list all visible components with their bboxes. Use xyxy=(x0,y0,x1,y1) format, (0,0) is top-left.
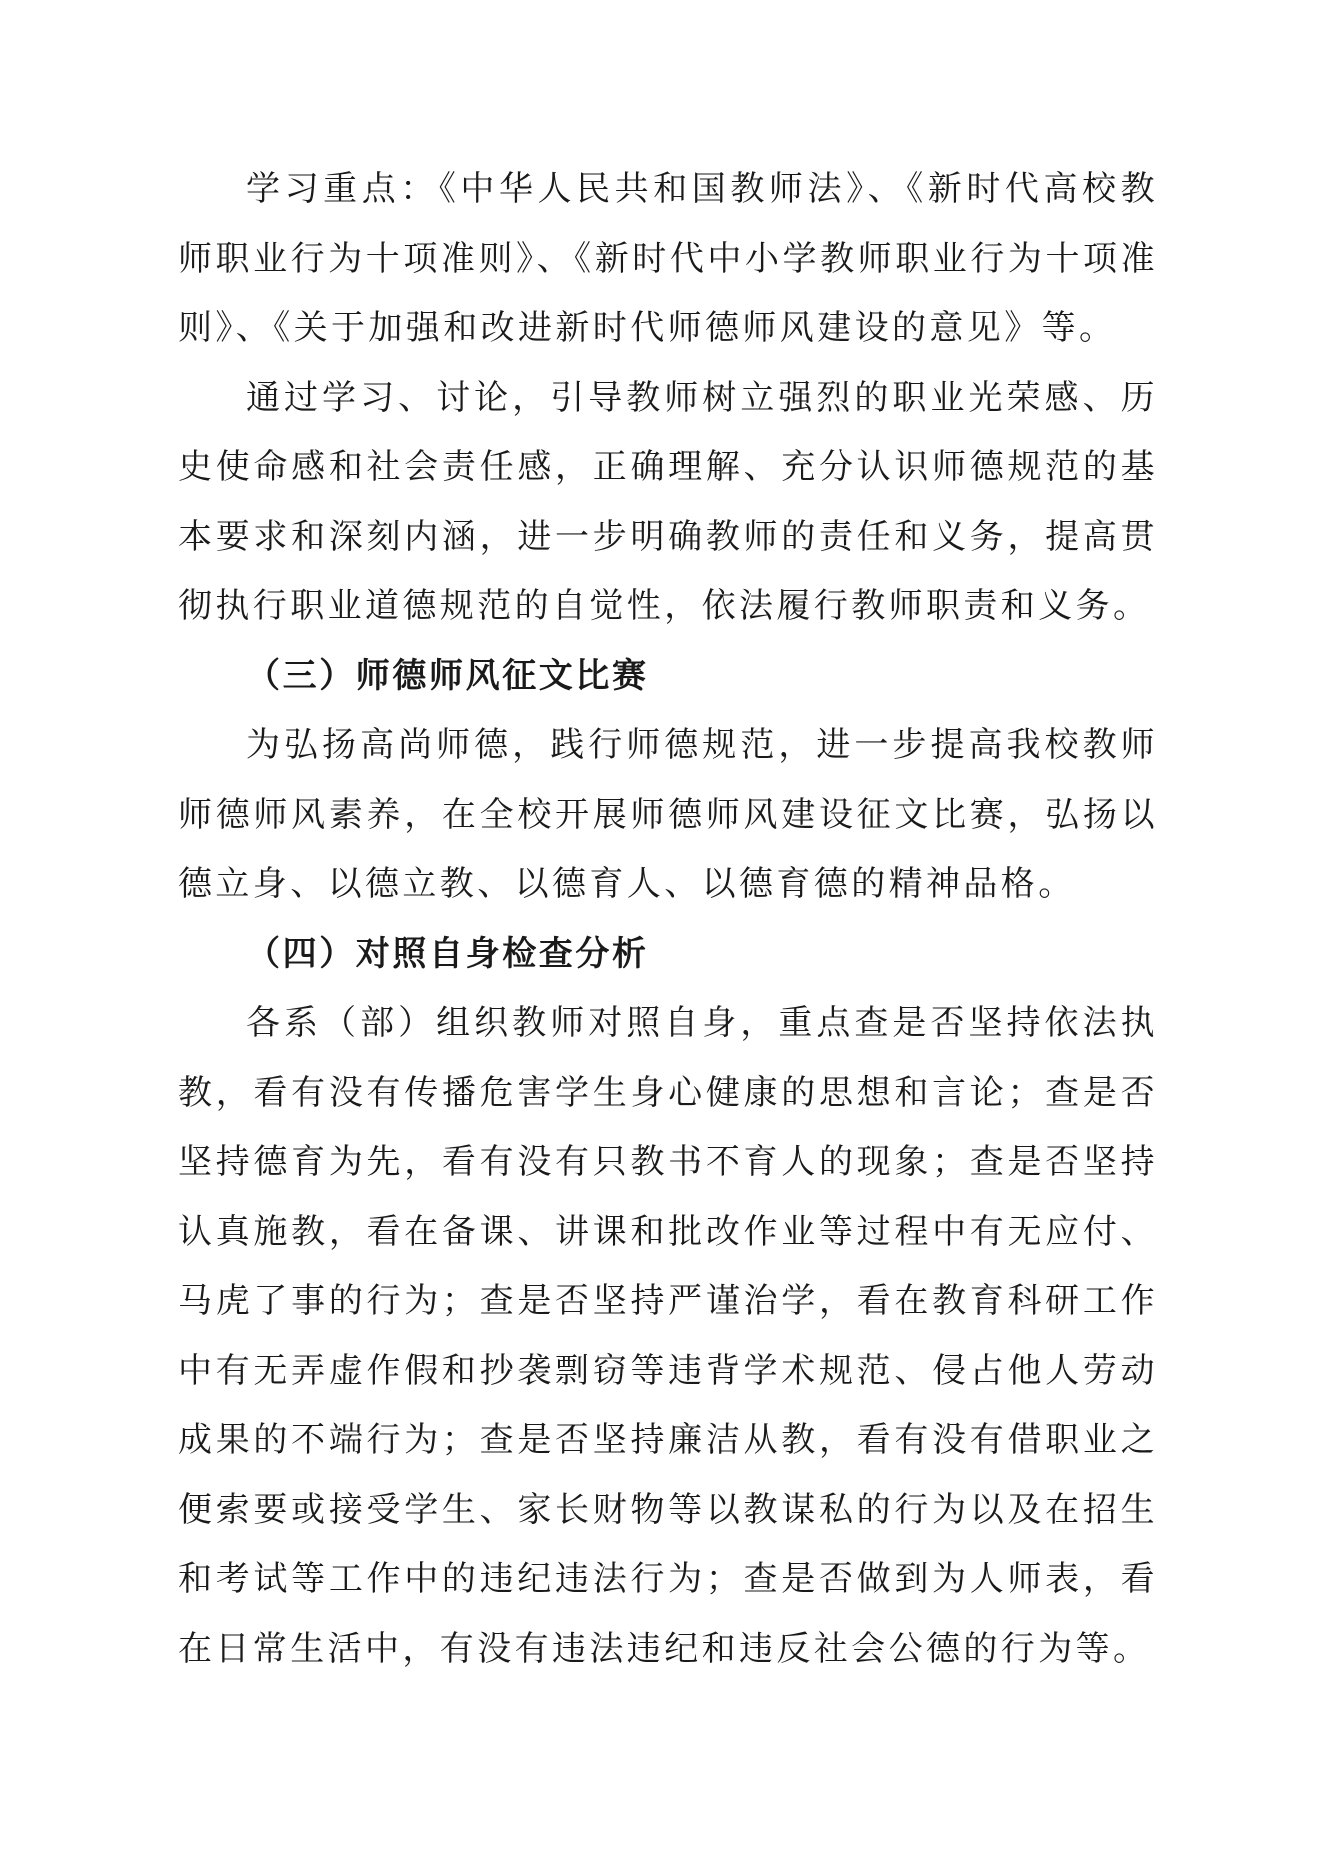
section-heading-self-inspection: （四）对照自身检查分析 xyxy=(246,933,649,974)
paragraph-study-purpose: 通过学习、讨论，引导教师树立强烈的职业光荣感、历史使命感和社会责任感，正确理解、充分认识师德规范的基本要求和深刻内涵，进一步明确教师的责任和义务，提高贯彻执行职业道德规范的自觉性，依法履行教师职责和义务。 xyxy=(178,377,1158,626)
paragraph-self-inspection: 各系（部）组织教师对照自身，重点查是否坚持依法执教，看有没有传播危害学生身心健康的思想和言论；查是否坚持德育为先，看有没有只教书不育人的现象；查是否坚持认真施教，看在备课、讲课和批改作业等过程中有无应付、马虎了事的行为；查是否坚持严谨治学，看在教育科研工作中有无弄虚作假和抄袭剽窃等违背学术规范、侵占他人劳动成果的不端行为；查是否坚持廉洁从教，看有没有借职业之便索要或接受学生、家长财物等以教谋私的行为以及在招生和考试等工作中的违纪违法行为；查是否做到为人师表，看在日常生活中，有没有违法违纪和违反社会公德的行为等。 xyxy=(178,1003,1158,1669)
document-body xyxy=(178,155,1158,1684)
paragraph-essay-contest: 为弘扬高尚师德，践行师德规范，进一步提高我校教师师德师风素养，在全校开展师德师风建设征文比赛，弘扬以德立身、以德立教、以德育人、以德育德的精神品格。 xyxy=(178,725,1158,904)
paragraph-study-focus: 学习重点：《中华人民共和国教师法》、《新时代高校教师职业行为十项准则》、《新时代中小学教师职业行为十项准则》、《关于加强和改进新时代师德师风建设的意见》等。 xyxy=(178,169,1158,348)
section-heading-essay-contest: （三）师德师风征文比赛 xyxy=(246,655,649,696)
